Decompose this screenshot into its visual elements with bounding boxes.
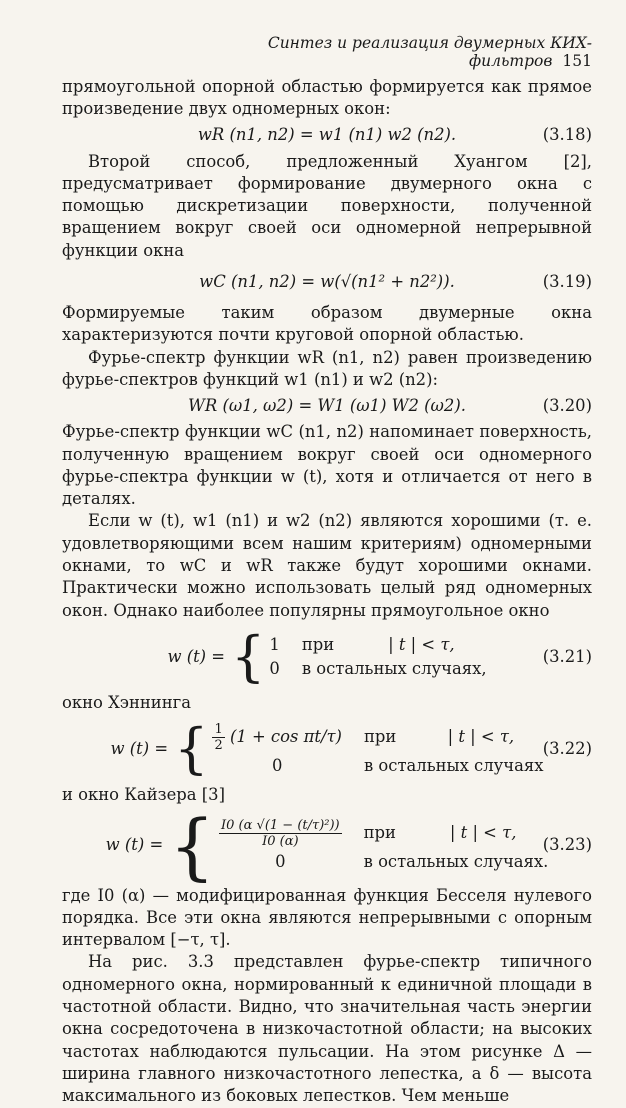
equation-formula: WR (ω1, ω2) = W1 (ω1) W2 (ω2). — [188, 396, 466, 416]
running-header — [200, 34, 592, 70]
fraction — [212, 722, 224, 753]
left-brace: { — [231, 624, 266, 688]
piecewise-function — [110, 717, 544, 781]
equation-number: (3.20) — [542, 396, 592, 416]
paragraph-9: где I0 (α) — модифицированная функция Бесселя нулевого порядка. Все эти окна являются непрерывными с опорным интервалом [−τ, τ]. — [62, 885, 592, 950]
equation-3-19 — [62, 262, 592, 302]
case-2-condition: в остальных случаях, — [301, 658, 487, 678]
left-brace: { — [174, 717, 209, 781]
equation-lhs: w (t) = — [167, 646, 226, 666]
case-1-condition: | t | < τ, — [447, 726, 515, 746]
piecewise-function — [167, 624, 487, 688]
case-1-condition: | t | < τ, — [388, 634, 455, 654]
equation-3-20 — [62, 391, 592, 421]
case-2-value: 0 — [275, 851, 286, 871]
page-number: 151 — [562, 52, 592, 70]
case-2-value: 0 — [271, 755, 283, 775]
fraction-numerator: I0 (α √(1 − (t/τ)²)) — [221, 817, 340, 833]
cases — [212, 722, 543, 777]
paragraph-8: и окно Кайзера [3] — [62, 785, 225, 805]
equation-3-22 — [62, 714, 592, 784]
equation-formula: wC (n1, n2) = w(√(n1² + n2²)). — [199, 271, 455, 291]
paragraph-2: Второй способ, предложенный Хуангом [2], предусматривает формирование двумерного окна с помощью дискретизации поверхности, полученной вращением вокруг своей оси одномерной непрерывной функции окна — [62, 151, 592, 260]
equation-number: (3.23) — [542, 835, 592, 855]
equation-lhs: w (t) = — [110, 739, 169, 759]
cases — [269, 634, 486, 681]
fraction — [219, 818, 342, 849]
case-2-condition: в остальных случаях. — [363, 851, 549, 871]
paragraph-10: На рис. 3.3 представлен фурье-спектр типичного одномерного окна, нормированный к единичной площади в частотной области. Видно, что значительная часть энергии окна сосредоточена в низкочастотной области; на высоких частотах наблюдаются пульсации. На этом рисунке Δ — ширина главного низкочастотного лепестка, а δ — высота максимального из боковых лепестков. Чем меньше — [62, 952, 592, 1106]
equation-formula: wR (n1, n2) = w1 (n1) w2 (n2). — [197, 125, 457, 145]
equation-3-21 — [62, 622, 592, 692]
equation-number: (3.19) — [542, 271, 592, 291]
case-1-expression — [212, 722, 342, 753]
cases — [219, 818, 548, 873]
fraction-numerator: 1 — [214, 721, 223, 737]
piecewise-function — [105, 803, 549, 888]
equation-3-18 — [62, 121, 592, 151]
left-brace: { — [169, 803, 216, 888]
paragraph-3: Формируемые таким образом двумерные окна характеризуются почти круговой опорной областью. — [62, 303, 592, 345]
paragraph-4: Фурье-спектр функции wR (n1, n2) равен произведению фурье-спектров функций w1 (n1) и w2 (n2): — [62, 347, 592, 389]
paragraph-1: прямоугольной опорной областью формируется как прямое произведение двух одномерных окон: — [62, 77, 592, 119]
case-1-condition: | t | < τ, — [449, 823, 517, 843]
equation-number: (3.22) — [542, 739, 592, 759]
fraction-denominator: I0 (α) — [262, 833, 299, 849]
paragraph-5: Фурье-спектр функции wC (n1, n2) напоминает поверхность, полученную вращением вокруг своей оси одномерного фурье-спектра функции w (t), хотя и отличается от него в деталях. — [62, 422, 592, 509]
case-1-word: при — [363, 823, 396, 843]
page-body — [62, 76, 592, 1108]
equation-lhs: w (t) = — [105, 835, 164, 855]
fraction-denominator: 2 — [214, 737, 223, 753]
equation-number: (3.21) — [542, 646, 592, 666]
equation-3-23 — [62, 803, 592, 888]
paragraph-7: окно Хэннинга — [62, 692, 192, 712]
case-1-rest: (1 + cos πt/τ) — [229, 726, 342, 746]
running-title: Синтез и реализация двумерных КИХ-фильтров — [267, 34, 592, 70]
equation-number: (3.18) — [542, 125, 592, 145]
paragraph-6: Если w (t), w1 (n1) и w2 (n2) являются хорошими (т. е. удовлетворяющими всем нашим критериям) одномерными окнами, то wC и wR также будут хорошими окнами. Практически можно использовать целый ряд одномерных окон. Однако наиболее популярны прямоугольное окно — [62, 511, 592, 620]
case-2-condition: в остальных случаях — [363, 755, 544, 775]
case-1-value: 1 — [269, 634, 280, 654]
case-1-word: при — [363, 726, 397, 746]
case-2-value: 0 — [269, 658, 280, 678]
case-1-word: при — [301, 634, 335, 654]
